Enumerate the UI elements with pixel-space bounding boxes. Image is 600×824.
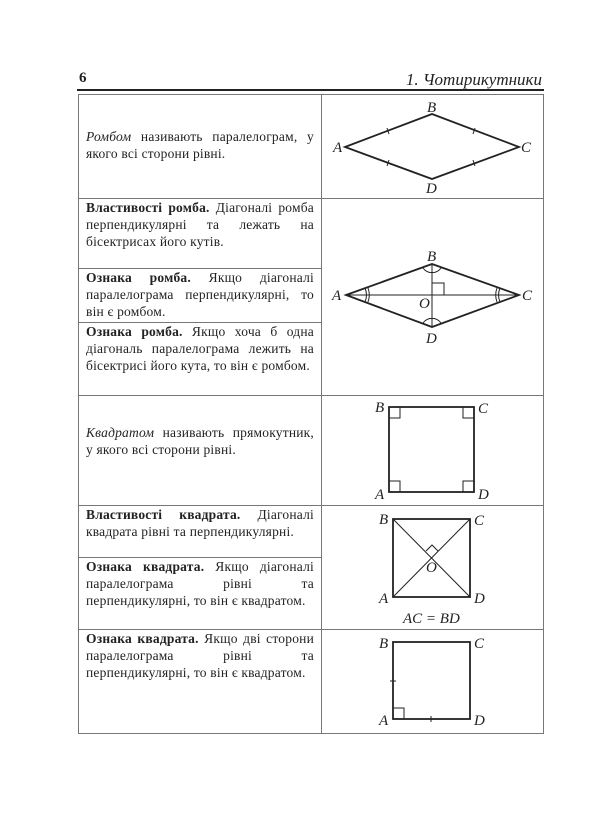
svg-text:B: B [375, 400, 385, 416]
svg-text:D: D [474, 713, 485, 729]
svg-text:D: D [426, 331, 437, 347]
svg-text:D: D [474, 591, 485, 607]
svg-text:B: B [427, 249, 437, 265]
square-definition: Квадратом називають прямокутник, у якого всі сторони рівні. [86, 425, 314, 457]
square-figure [389, 407, 474, 492]
page-number: 6 [79, 70, 87, 86]
rhombus-figure [345, 114, 519, 179]
svg-text:C: C [521, 140, 532, 156]
svg-text:A: A [333, 140, 343, 156]
rhombus-diagonals-figure [346, 264, 519, 327]
rhombus-labels [332, 100, 532, 197]
svg-text:A: A [375, 487, 385, 503]
svg-text:B: B [427, 100, 437, 116]
svg-text:C: C [474, 513, 485, 529]
rhombus-criterion-2: Ознака ромба. Якщо хоча б одна діагональ паралелограма лежить на бісектрисі його кута, то він є ромбом. [86, 324, 314, 373]
svg-text:D: D [478, 487, 489, 503]
rhombus-definition: Ромбом називають паралелограм, у якого всі сторони рівні. [86, 129, 314, 161]
svg-text:C: C [478, 401, 489, 417]
svg-text:B: B [379, 636, 389, 652]
svg-text:D: D [426, 181, 437, 197]
svg-text:AC = BD: AC = BD [403, 611, 460, 627]
svg-text:A: A [379, 713, 389, 729]
square-criterion-figure [390, 642, 470, 722]
square-criterion-labels [378, 636, 485, 729]
square-criterion-2: Ознака квадрата. Якщо дві сторони паралелограма рівні та перпендикулярні, то він є квадратом. [86, 631, 314, 680]
svg-text:O: O [426, 560, 437, 576]
svg-text:C: C [522, 288, 533, 304]
svg-text:B: B [379, 512, 389, 528]
square-criterion-1: Ознака квадрата. Якщо діагоналі паралелограма рівні та перпендикулярні, то він є квадратом. [86, 559, 314, 608]
svg-text:A: A [379, 591, 389, 607]
square-properties: Властивості квадрата. Діагоналі квадрата рівні та перпендикулярні. [86, 507, 314, 539]
square-diagonals-labels [378, 512, 485, 627]
square-diagonals-figure [393, 519, 470, 597]
rhombus-properties: Властивості ромба. Діагоналі ромба перпендикулярні та лежать на бісектрисах його кутів. [86, 200, 314, 249]
square-labels [374, 400, 489, 503]
svg-text:O: O [419, 296, 430, 312]
svg-text:C: C [474, 636, 485, 652]
chapter-title: 1. Чотирикутники [405, 70, 542, 89]
svg-text:A: A [332, 288, 342, 304]
rhombus-criterion-1: Ознака ромба. Якщо діагоналі паралелограма перпендикулярні, то він є ромбом. [86, 270, 314, 319]
